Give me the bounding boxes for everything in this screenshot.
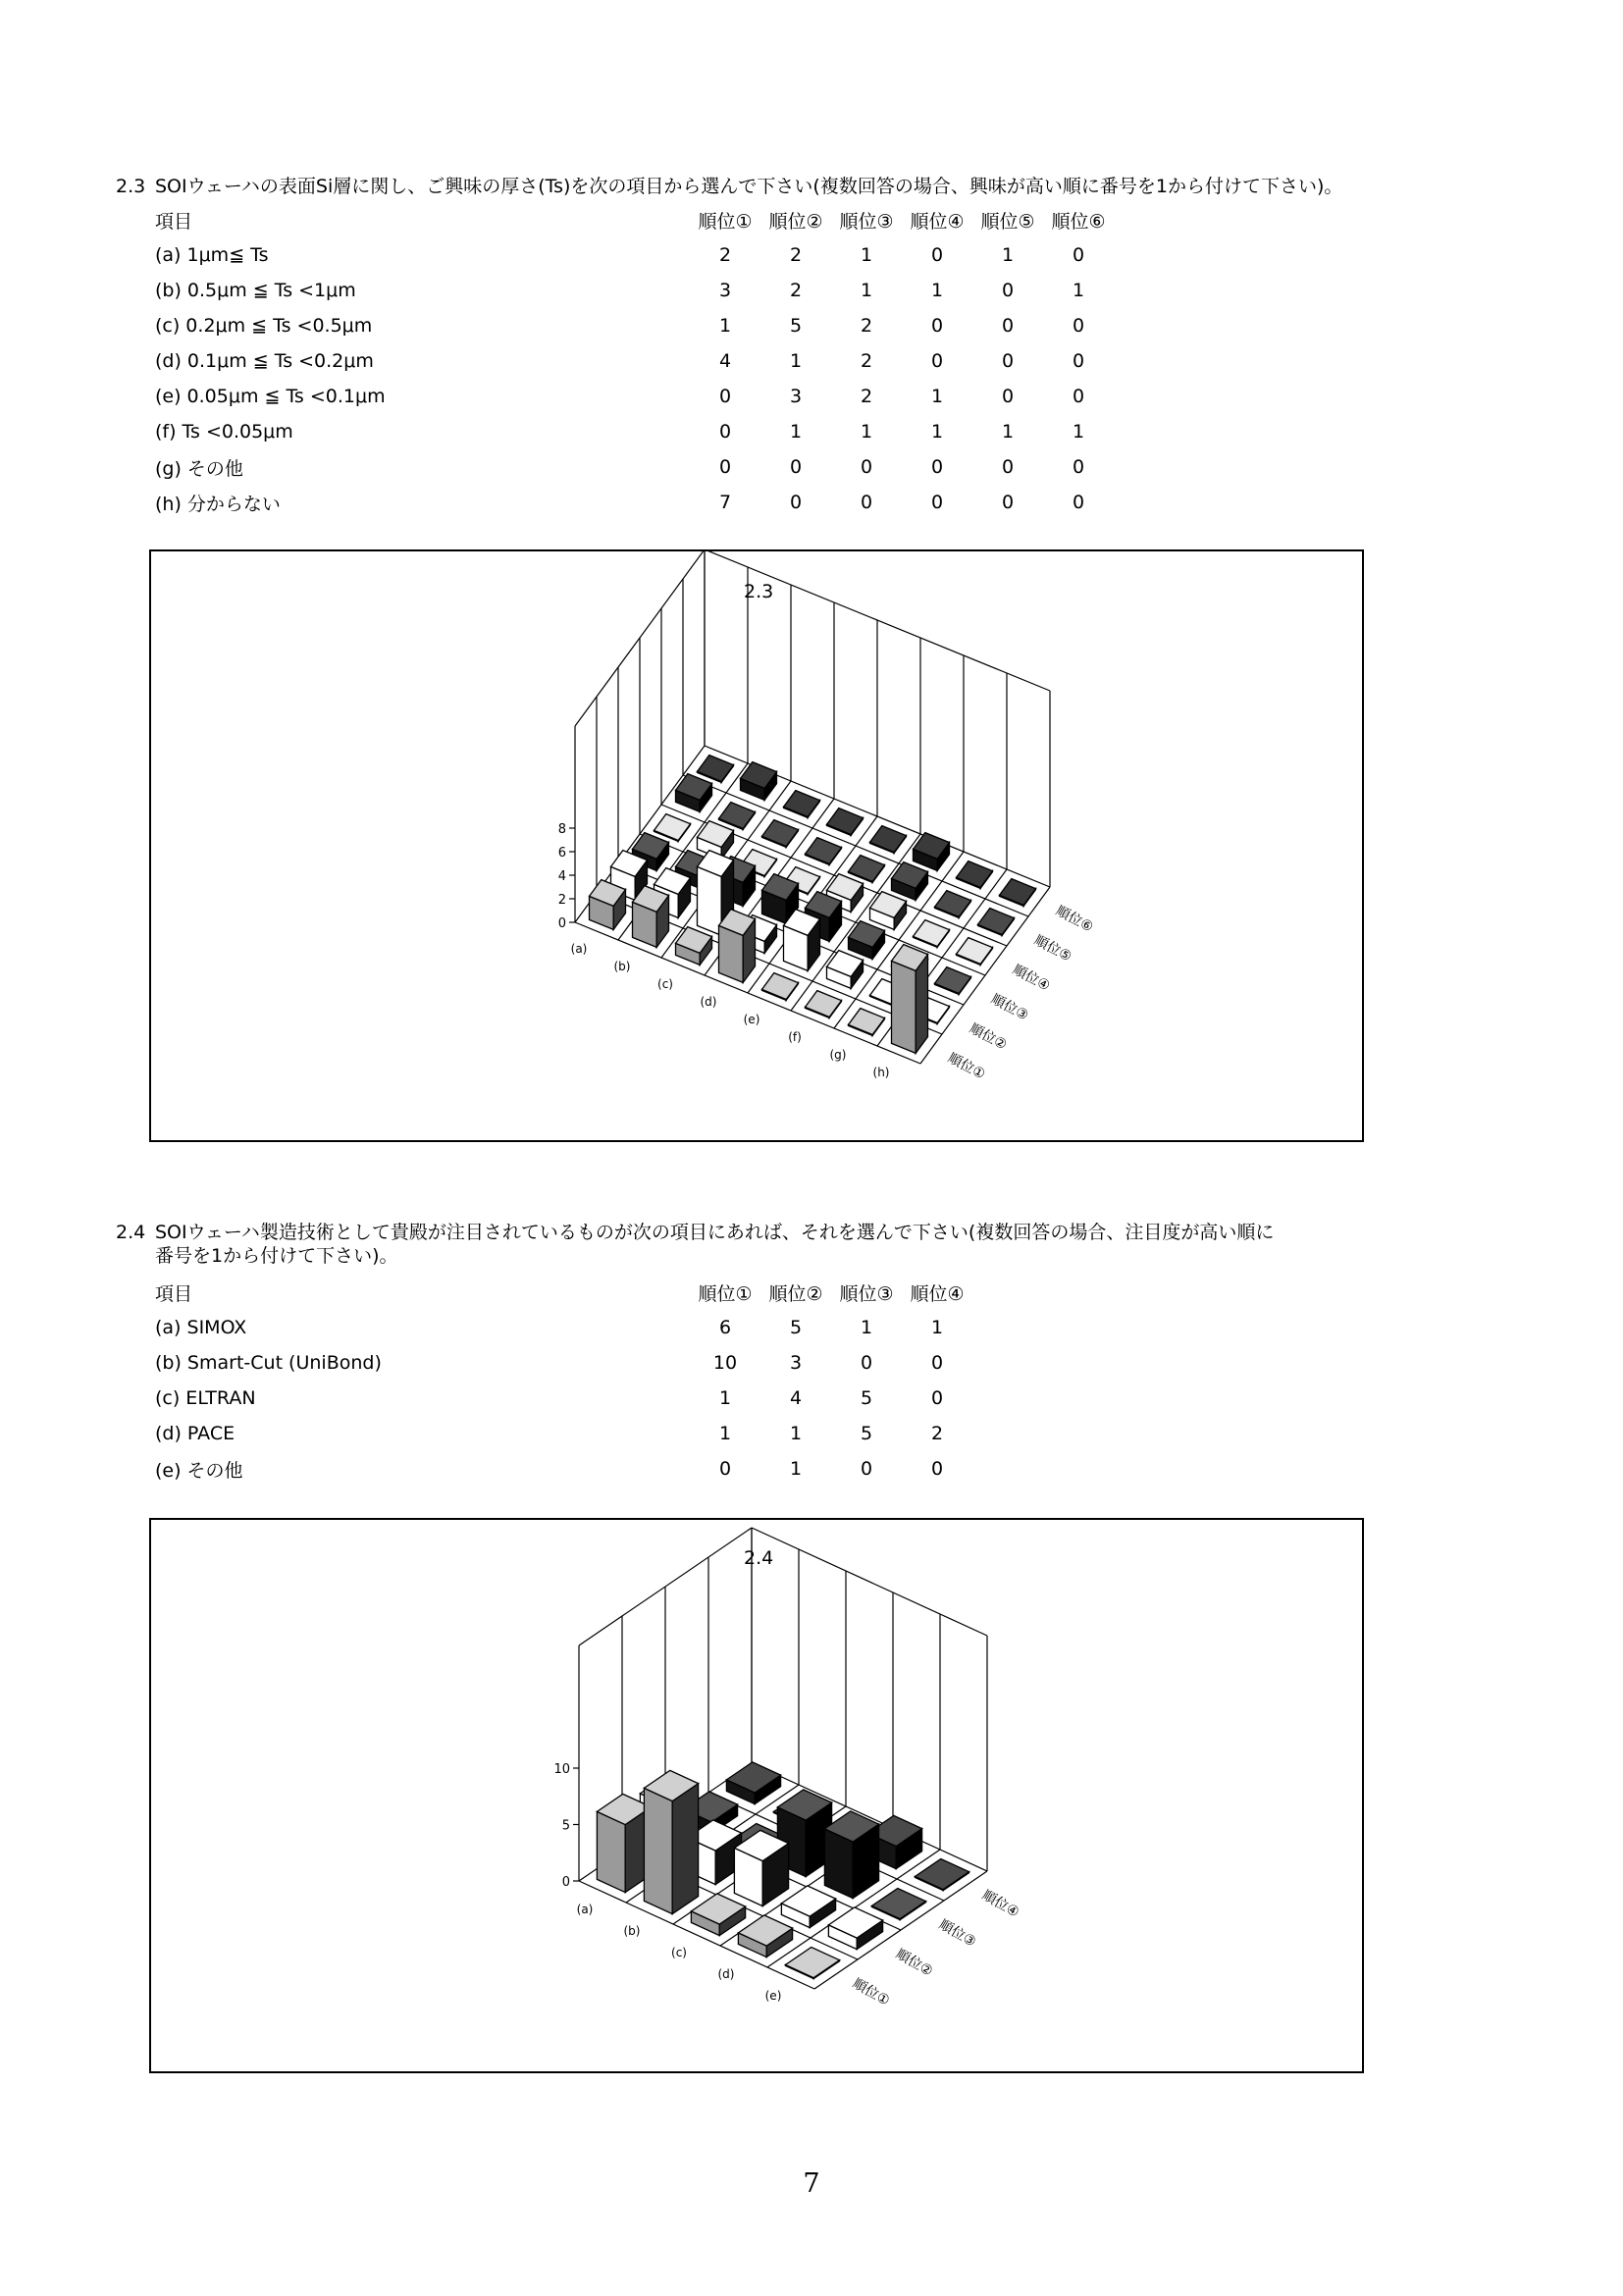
bar: [676, 927, 712, 965]
series-label: 順位③: [988, 991, 1031, 1024]
item-label: (b) Smart-Cut (UniBond): [155, 1352, 382, 1374]
table-row: [155, 1310, 972, 1345]
count-cell: 3: [718, 280, 732, 301]
count-cell: 1: [789, 1458, 803, 1480]
category-label: (d): [717, 1967, 735, 1981]
question-number: 2.3: [116, 176, 146, 197]
bar: [914, 833, 950, 871]
bar: [849, 921, 885, 960]
count-cell: 1: [930, 1317, 944, 1338]
table-header-row: [155, 1275, 972, 1310]
count-cell: 1: [718, 1387, 732, 1409]
count-cell: 0: [718, 421, 732, 443]
table-header-row: [155, 202, 1114, 237]
count-cell: 0: [718, 456, 732, 478]
count-cell: 0: [930, 315, 944, 337]
bar: [892, 862, 928, 901]
count-cell: 1: [860, 1317, 873, 1338]
bar: [1000, 879, 1036, 907]
item-label: (b) 0.5μm ≦ Ts <1μm: [155, 280, 356, 301]
count-cell: 2: [860, 350, 873, 372]
item-label: (a) 1μm≦ Ts: [155, 244, 269, 266]
count-cell: 0: [1001, 315, 1015, 337]
bar: [654, 814, 691, 842]
bar: [590, 880, 626, 930]
count-cell: 3: [789, 386, 803, 407]
rank-header: 順位④: [910, 210, 965, 233]
chart-2-4-frame: [149, 1518, 1364, 2073]
bar: [738, 1915, 792, 1957]
count-cell: 1: [789, 421, 803, 443]
item-header: 項目: [155, 210, 193, 233]
bar: [915, 1859, 969, 1891]
bar: [691, 1894, 745, 1936]
count-cell: 5: [860, 1387, 873, 1409]
chart-title: 2.3: [744, 581, 774, 602]
count-cell: 0: [930, 244, 944, 266]
count-cell: 0: [1072, 456, 1085, 478]
count-cell: 1: [1072, 280, 1085, 301]
count-cell: 2: [860, 386, 873, 407]
bar: [597, 1794, 651, 1892]
category-label: (h): [872, 1066, 890, 1079]
item-label: (d) PACE: [155, 1423, 236, 1444]
bar: [935, 891, 971, 918]
bar: [957, 938, 993, 965]
chart-2-3-frame: [149, 549, 1364, 1142]
rank-header: 順位⑤: [980, 210, 1035, 233]
bar: [957, 861, 993, 889]
count-cell: 1: [930, 280, 944, 301]
rank-header: 順位④: [910, 1282, 965, 1305]
count-cell: 0: [1072, 492, 1085, 513]
table-row: [155, 308, 1114, 343]
count-cell: 0: [1001, 456, 1015, 478]
count-cell: 1: [860, 421, 873, 443]
category-label: (b): [623, 1924, 641, 1938]
category-label: (f): [788, 1030, 802, 1044]
count-cell: 0: [860, 492, 873, 513]
bar: [824, 1811, 878, 1899]
category-label: (a): [570, 942, 588, 956]
category-label: (b): [613, 960, 631, 973]
z-tick-label: 0: [557, 916, 566, 931]
count-cell: 2: [789, 280, 803, 301]
table-row: [155, 1381, 972, 1416]
series-label: 順位②: [967, 1020, 1010, 1054]
bar: [785, 1948, 839, 1979]
table-row: [155, 237, 1114, 273]
bar: [633, 886, 669, 948]
category-label: (d): [700, 995, 717, 1009]
table-row: [155, 1416, 972, 1451]
survey-table-2-4: [155, 1275, 972, 1487]
bar: [806, 838, 842, 865]
count-cell: 4: [718, 350, 732, 372]
bar: [892, 945, 928, 1054]
chart-bars: [597, 1762, 969, 1979]
rank-header: 順位③: [839, 210, 894, 233]
series-label: 順位⑤: [1031, 932, 1074, 965]
count-cell: 0: [789, 492, 803, 513]
count-cell: 0: [1001, 280, 1015, 301]
rank-header: 順位①: [698, 210, 753, 233]
table-row: [155, 343, 1114, 379]
count-cell: 0: [1001, 492, 1015, 513]
table-row: [155, 414, 1114, 449]
count-cell: 1: [789, 1423, 803, 1444]
bar: [871, 1889, 925, 1920]
count-cell: 2: [718, 244, 732, 266]
page-number: 7: [803, 2168, 820, 2199]
count-cell: 5: [789, 315, 803, 337]
count-cell: 0: [860, 1352, 873, 1374]
series-label: 順位①: [850, 1975, 893, 2009]
rank-header: 順位③: [839, 1282, 894, 1305]
table-row: [155, 449, 1114, 485]
bar: [870, 826, 907, 854]
bar: [762, 820, 799, 848]
count-cell: 3: [789, 1352, 803, 1374]
count-cell: 1: [860, 244, 873, 266]
category-label: (c): [657, 977, 673, 991]
rank-header: 順位②: [768, 210, 823, 233]
z-tick-label: 0: [561, 1875, 570, 1890]
chart-2-4: [151, 1520, 1362, 2071]
bar: [914, 920, 950, 948]
bar: [781, 1886, 835, 1928]
question-text-line2: 番号を1から付けて下さい)。: [155, 1245, 398, 1267]
series-label: 順位④: [1010, 962, 1053, 995]
item-header: 項目: [155, 1282, 193, 1305]
count-cell: 0: [930, 1352, 944, 1374]
count-cell: 0: [930, 350, 944, 372]
count-cell: 2: [860, 315, 873, 337]
z-tick-label: 6: [557, 846, 566, 861]
item-label: (c) 0.2μm ≦ Ts <0.5μm: [155, 315, 373, 337]
count-cell: 0: [1001, 386, 1015, 407]
item-label: (f) Ts <0.05μm: [155, 421, 293, 443]
count-cell: 0: [718, 386, 732, 407]
item-label: (a) SIMOX: [155, 1317, 247, 1338]
category-label: (e): [764, 1989, 782, 2003]
bar: [741, 762, 777, 801]
count-cell: 0: [860, 1458, 873, 1480]
bar: [870, 892, 907, 930]
count-cell: 0: [930, 1458, 944, 1480]
chart-title: 2.4: [744, 1547, 774, 1569]
count-cell: 6: [718, 1317, 732, 1338]
bar: [784, 910, 820, 971]
bar: [719, 910, 756, 983]
rank-header: 順位②: [768, 1282, 823, 1305]
rank-header: 順位⑥: [1051, 210, 1106, 233]
count-cell: 5: [789, 1317, 803, 1338]
count-cell: 0: [1072, 244, 1085, 266]
item-label: (g) その他: [155, 457, 243, 480]
bar: [849, 856, 885, 883]
count-cell: 0: [860, 456, 873, 478]
count-cell: 0: [1072, 386, 1085, 407]
bar: [726, 1762, 780, 1804]
bar: [828, 1907, 882, 1950]
bar: [806, 991, 842, 1018]
bar: [978, 909, 1015, 936]
table-row: [155, 1451, 972, 1487]
count-cell: 1: [718, 315, 732, 337]
count-cell: 1: [1072, 421, 1085, 443]
count-cell: 1: [860, 280, 873, 301]
count-cell: 2: [789, 244, 803, 266]
series-label: 順位①: [945, 1050, 988, 1083]
bar: [762, 973, 799, 1001]
wall-top-edge: [752, 1528, 987, 1636]
count-cell: 1: [930, 386, 944, 407]
table-row: [155, 1345, 972, 1381]
rank-header: 順位①: [698, 1282, 753, 1305]
z-tick-label: 2: [557, 893, 566, 908]
count-cell: 2: [930, 1423, 944, 1444]
question-text: SOIウェーハの表面Si層に関し、ご興味の厚さ(Ts)を次の項目から選んで下さい(複数回答の場合、興味が高い順に番号を1から付けて下さい)。: [155, 176, 1343, 197]
item-label: (d) 0.1μm ≦ Ts <0.2μm: [155, 350, 374, 372]
count-cell: 7: [718, 492, 732, 513]
count-cell: 1: [930, 421, 944, 443]
count-cell: 0: [1072, 350, 1085, 372]
category-label: (c): [671, 1946, 687, 1959]
z-tick-label: 10: [553, 1762, 570, 1777]
z-tick-label: 4: [557, 869, 566, 884]
count-cell: 1: [789, 350, 803, 372]
count-cell: 0: [1001, 350, 1015, 372]
bar: [849, 1009, 885, 1036]
bar: [935, 967, 971, 995]
count-cell: 0: [718, 1458, 732, 1480]
series-label: 順位③: [936, 1916, 979, 1951]
category-label: (g): [829, 1048, 847, 1062]
series-label: 順位④: [979, 1887, 1022, 1921]
table-row: [155, 485, 1114, 520]
table-row: [155, 273, 1114, 308]
count-cell: 0: [930, 1387, 944, 1409]
count-cell: 5: [860, 1423, 873, 1444]
bar: [676, 774, 712, 812]
count-cell: 4: [789, 1387, 803, 1409]
bar: [784, 791, 820, 818]
table-row: [155, 379, 1114, 414]
count-cell: 10: [712, 1352, 738, 1374]
count-cell: 0: [1072, 315, 1085, 337]
item-label: (e) 0.05μm ≦ Ts <0.1μm: [155, 386, 386, 407]
category-label: (a): [576, 1903, 594, 1916]
bar: [827, 809, 864, 836]
item-label: (e) その他: [155, 1459, 243, 1482]
question-number: 2.4: [116, 1222, 146, 1243]
count-cell: 1: [718, 1423, 732, 1444]
chart-bars: [590, 756, 1036, 1054]
bar: [827, 951, 864, 989]
category-label: (e): [743, 1013, 760, 1026]
bar: [719, 803, 756, 830]
item-label: (c) ELTRAN: [155, 1387, 256, 1409]
bar: [734, 1830, 788, 1905]
z-tick-label: 5: [561, 1818, 570, 1834]
chart-2-3: [151, 551, 1362, 1140]
count-cell: 0: [930, 492, 944, 513]
count-cell: 1: [1001, 244, 1015, 266]
count-cell: 1: [1001, 421, 1015, 443]
series-label: 順位⑥: [1053, 903, 1096, 936]
series-label: 順位②: [893, 1946, 936, 1980]
count-cell: 0: [789, 456, 803, 478]
survey-table-2-3: [155, 202, 1114, 520]
bar: [644, 1770, 698, 1913]
bar: [698, 756, 734, 783]
question-text-line1: SOIウェーハ製造技術として貴殿が注目されているものが次の項目にあれば、それを選んで下さい(複数回答の場合、注目度が高い順に: [155, 1222, 1275, 1243]
item-label: (h) 分からない: [155, 493, 281, 515]
z-tick-label: 8: [557, 822, 566, 837]
count-cell: 0: [930, 456, 944, 478]
